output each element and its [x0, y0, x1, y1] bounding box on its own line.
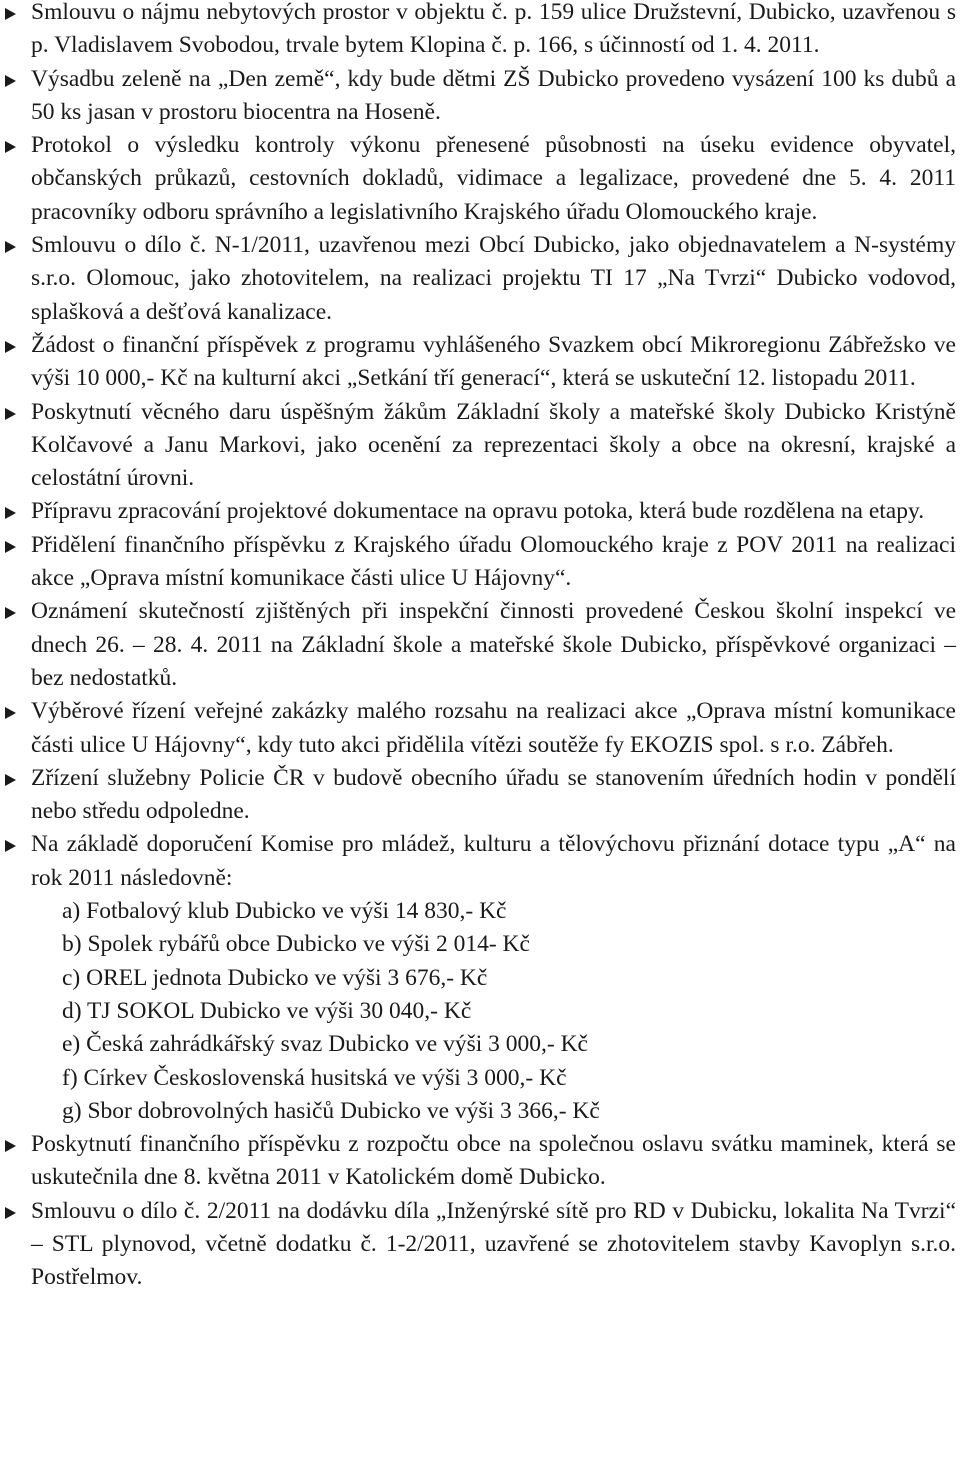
- list-item: [0, 63, 956, 130]
- item-text: Výběrové řízení veřejné zakázky malého rozsahu na realizaci akce „Oprava místní komunikace části ulice U Hájovny“, kdy tuto akci přidělila vítězi soutěže fy EKOZIS spol. s r.o. Zábřeh.: [31, 698, 956, 758]
- list-item: [0, 695, 956, 762]
- triangle-right-icon: [5, 774, 16, 786]
- grant-item: g) Sbor dobrovolných hasičů Dubicko ve výši 3 366,- Kč: [62, 1097, 600, 1124]
- list-item: [0, 396, 956, 496]
- grant-item: c) OREL jednota Dubicko ve výši 3 676,- Kč: [62, 964, 488, 991]
- triangle-right-icon: [5, 8, 16, 20]
- triangle-right-icon: [5, 341, 16, 353]
- grant-list: [31, 895, 956, 1128]
- item-text: Zřízení služebny Policie ČR v budově obecního úřadu se stanovením úředních hodin v pondělí nebo středu odpoledne.: [31, 764, 956, 825]
- triangle-right-icon: [5, 840, 16, 852]
- triangle-right-icon: [5, 1140, 16, 1152]
- item-text: Smlouvu o nájmu nebytových prostor v objektu č. p. 159 ulice Družstevní, Dubicko, uzavřenou s p. Vladislavem Svobodou, trvale bytem Klopina č. p. 166, s účinností od 1. 4. 2011.: [31, 0, 956, 59]
- item-text: Výsadbu zeleně na „Den země“, kdy bude dětmi ZŠ Dubicko provedeno vysázení 100 ks dubů a 50 ks jasan v prostoru biocentra na Hoseně.: [31, 65, 956, 125]
- grant-item: d) TJ SOKOL Dubicko ve výši 30 040,- Kč: [62, 997, 472, 1024]
- list-item: [0, 1195, 956, 1295]
- item-text: Smlouvu o dílo č. N-1/2011, uzavřenou mezi Obcí Dubicko, jako objednavatelem a N-systémy s.r.o. Olomouc, jako zhotovitelem, na realizaci projektu TI 17 „Na Tvrzi“ Dubicko vodovod, splašková a dešťová kanalizace.: [31, 232, 956, 325]
- list-item: [0, 329, 956, 396]
- item-text: Poskytnutí věcného daru úspěšným žákům Základní školy a mateřské školy Dubicko Kristýně Kolčavové a Janu Markovi, jako ocenění za reprezentaci školy a obce na okresní, krajské a celostátní úrovni.: [31, 398, 956, 492]
- item-text: Protokol o výsledku kontroly výkonu přenesené působnosti na úseku evidence obyvatel, občanských průkazů, cestovních dokladů, vidimace a legalizace, provedené dne 5. 4. 2011 pracovníky odboru správního a legislativního Krajského úřadu Olomouckého kraje.: [31, 132, 956, 225]
- grant-item: f) Církev Československá husitská ve výši 3 000,- Kč: [62, 1064, 567, 1091]
- triangle-right-icon: [5, 141, 16, 153]
- triangle-right-icon: [5, 707, 16, 719]
- list-item: [0, 229, 956, 329]
- item-text: Přidělení finančního příspěvku z Krajského úřadu Olomouckého kraje z POV 2011 na realizaci akce „Oprava místní komunikace části ulice U Hájovny“.: [31, 531, 956, 592]
- list-item: [0, 129, 956, 229]
- list-item: [0, 1128, 956, 1195]
- grant-item: a) Fotbalový klub Dubicko ve výši 14 830,- Kč: [62, 898, 507, 925]
- triangle-right-icon: [5, 75, 16, 87]
- triangle-right-icon: [5, 507, 16, 519]
- list-item: [0, 828, 956, 1128]
- triangle-right-icon: [5, 541, 16, 553]
- list-item: [0, 495, 956, 528]
- triangle-right-icon: [5, 1207, 16, 1219]
- item-text: Poskytnutí finančního příspěvku z rozpočtu obce na společnou oslavu svátku maminek, která se uskutečnila dne 8. května 2011 v Katolickém domě Dubicko.: [31, 1131, 956, 1191]
- triangle-right-icon: [5, 607, 16, 619]
- item-text: Přípravu zpracování projektové dokumentace na opravu potoka, která bude rozdělena na etapy.: [31, 498, 925, 525]
- list-item: [0, 762, 956, 829]
- item-text: Žádost o finanční příspěvek z programu vyhlášeného Svazkem obcí Mikroregionu Zábřežsko ve výši 10 000,- Kč na kulturní akci „Setkání tří generací“, která se uskuteční 12. listopadu 2011.: [31, 331, 956, 392]
- list-item: [0, 529, 956, 596]
- item-text: Na základě doporučení Komise pro mládež, kulturu a tělovýchovu přiznání dotace typu „A“ na rok 2011 následovně:: [31, 831, 956, 891]
- grant-item: e) Česká zahrádkářský svaz Dubicko ve výši 3 000,- Kč: [62, 1031, 588, 1058]
- item-text: Smlouvu o dílo č. 2/2011 na dodávku díla „Inženýrské sítě pro RD v Dubicku, lokalita Na Tvrzi“ – STL plynovod, včetně dodatku č. 1-2/2011, uzavřené se zhotovitelem stavby Kavoplyn s.r.o. Postřelmov.: [31, 1197, 956, 1291]
- item-text: Oznámení skutečností zjištěných při inspekční činnosti provedené Českou školní inspekcí ve dnech 26. – 28. 4. 2011 na Základní škole a mateřské škole Dubicko, příspěvkové organizaci – bez nedostatků.: [31, 598, 956, 691]
- triangle-right-icon: [5, 241, 16, 253]
- list-item: [0, 595, 956, 695]
- triangle-right-icon: [5, 408, 16, 420]
- grant-item: b) Spolek rybářů obce Dubicko ve výši 2 014- Kč: [62, 931, 530, 958]
- list-item: [0, 0, 956, 63]
